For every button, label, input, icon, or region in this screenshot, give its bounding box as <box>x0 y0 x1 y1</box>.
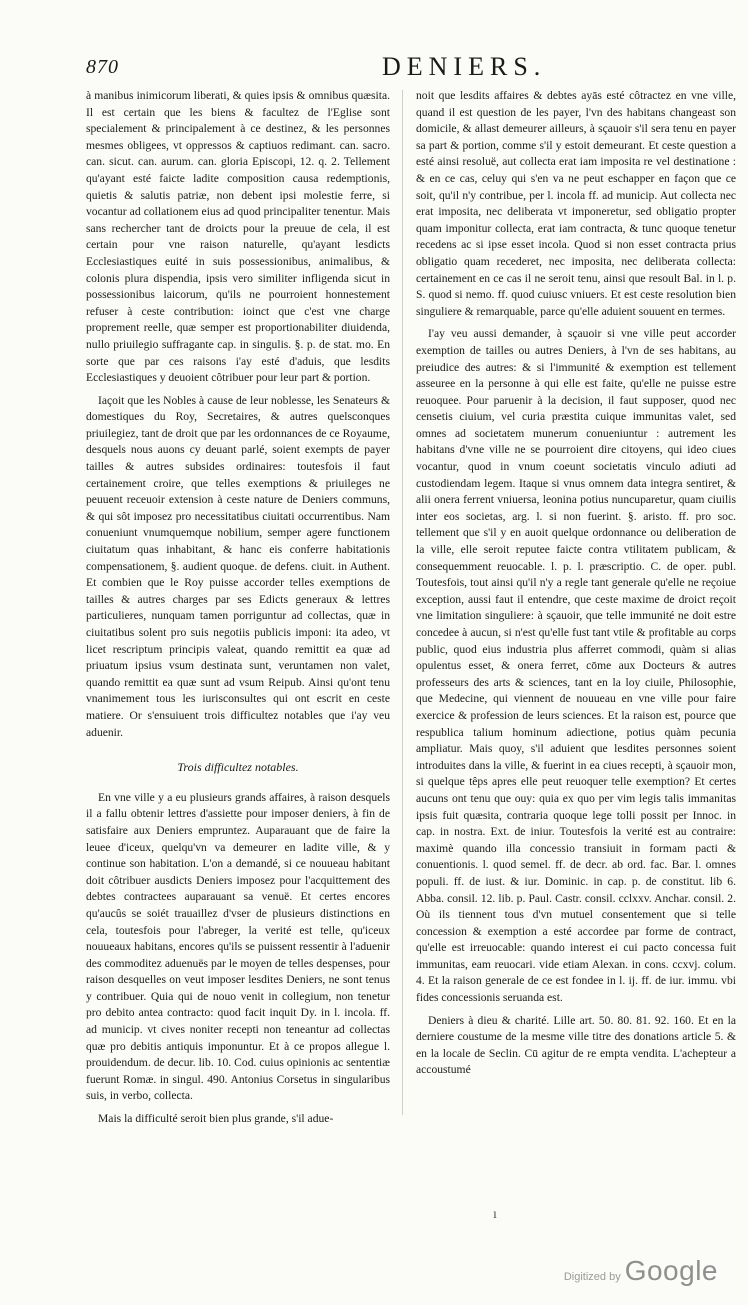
page-number: 870 <box>86 56 119 78</box>
google-logo: Google <box>624 1255 718 1286</box>
paragraph: Mais la difficulté seroit bien plus grande, s'il adue- <box>98 1112 334 1126</box>
paragraph: En vne ville y a eu plusieurs grands affaires, à raison desquels il a fallu obtenir lettres d'assiette pour imposer deniers, à fin de satisfaire aux Deniers empruntez. Auparauant que de faire la leuee d'iceux, quelqu'vn va demeurer en ladite ville, & y continue son habitation. L'on a demandé, si ce nouueau habitant doit côtribuer ausdicts Deniers imposez pour l'acquittement des debtes contractees auparauant sa venuë. Et certes encores qu'aucûs se soiét trauaillez d'vser de plusieurs distinctions en cela, toutesfois pour l'abreger, la verité est telle, qu'iceux nouueaux habitans, encores qu'ils se puissent ressentir à l'aduenir des commoditez aduenuës par le moyen de telles despenses, pour raison desquelles on veut imposer lesdites Deniers, ne sont tenus y contribuer. Quia qui de nouo venit in collegium, non tenetur pro debito antea contracto: quod facit inquit Dy. in l. incola. ff. ad municip. vt cives noniter recepti non teneantur ad collectas quæ pro debitis antiquis imponuntur. Et à ce propos allegue l. prouidendum. de decur. lib. 10. Cod. cuius opinionis ac sententiæ fuerunt Romæ. in singul. 490. Antonius Corsetus in singularibus suis, in verbo, collecta. <box>86 790 390 1103</box>
paragraph: I'ay veu aussi demander, à sçauoir si vne ville peut accorder exemption de tailles ou autres Deniers, à l'vn de ses habitans, au preiudice des autres: & si l'immunité & exemption est tellement asseuree en la personne à qui elle est faite, qu'elle ne puisse estre reuoquee. Pour paruenir à la decision, il faut supposer, quod nec censetis ciuium, vel curia præstita cuique immunitas valet, sed omnes ad societatem munerum conueniuntur : autrement les habitans d'vne ville ne se pourroient dire citoyens, qui ideo ciues vocantur, quod in vnum coeunt societatis vinculo adiuti ad custodiendam legem. Itaque si vnus omnem data integra sentiret, & alii onera ferrent vniuersa, leonina potius nuncuparetur, quam ciuilis inter eos societas, arg. l. si non fuerint. §. aristo. ff. pro soc. tellement que s'il y en auoit quelque ordonnance ou deliberation de la ville, elle seroit reputee faicte contra vtilitatem publicam, & consequemment reuocable. l. p. l. præscriptio. C. de oper. publ. Toutesfois, tout ainsi qu'il n'y a regle tant generale qu'elle ne reçoiue exception, aussi faut il entendre, que ceste maxime de droict reçoit vne limitation singuliere: à sçauoir, que telle immunité ne doit estre concedee à aucun, si n'est qu'elle fust tant vtile & profitable au corps public, quod eius industria plus afferret commodi, quàm si alias opulentus esset, & onera ferret, cōme aux Docteurs & autres professeurs des arts & sciences, tant en la loy ciuile, Philosophie, que Medecine, qui viennent de nouueau en vne ville pour faire exercice & profession de leurs sciences. Et la raison est, pource que respublica talium hominum adiectione, potius quàm pecunia ampliatur. Mais quoy, s'il aduient que lesdites personnes soient introduites dans la ville, & fuerint in ea ciues recepti, à sçauoir mon, si quelque têps apres elle peut reuoquer telle exemption? Et certes aucuns ont tenu que ouy: quia ex quo per vim legis talis immanitas ipsis fuit quæsita, contraria quoque lege tolli possit per Innoc. in cap. in nostra. Ext. de iniur. Toutesfois la verité est au contraire: maximè quando illa concessio transiuit in formam pacti & conuentionis. l. quod semel. ff. de decr. ab ord. fac. Bar. l. omnes populi. ff. de iust. & iur. Dominic. in cap. p. de constitut. lib 6. Abba. consil. 12. lib. p. Paul. Castr. consil. cclxxv. Anchar. consil. 2. Où ils tiennent tous d'vn mutuel consentement que si telle concession & exemption a esté accordee par forme de contract, qu'elle est irreuocable: quando interest ei cui pacto concessa fuit immunitas, eam reuocari. vide etiam Alexan. in cons. ccxvj. colum. 4. Et la raison generale de ce est fondee in l. ij. ff. de iur. immu. vbi fides concessionis seruanda est. <box>416 327 736 1005</box>
page-header <box>86 52 734 86</box>
section-title: Trois difficultez notables. <box>177 760 299 775</box>
paragraph: Iaçoit que les Nobles à cause de leur noblesse, les Senateurs & domestiques du Roy, Secretaires, & autres quelsconques priuilegiez, tant de droit que par les ordonnances de ce Royaume, desquels nous auons cy deuant parlé, soient exempts de payer tailles & autres subsides ordinaires: toutesfois il faut certainement croire, que telles exemptions & priuileges ne peuuent receuoir extension à ceste nature de Deniers communs, & qui sôt imposez pro necessitatibus ciuitati occurrentibus. Nam conueniunt vnumquemque nobilium, semper agere functionem ciuitatum quas inhabitant, & hanc eis conferre habitationis compensationem, §. audient quoque. de defens. ciuit. in Authent. Et combien que le Roy puisse accorder telles exemptions de tailles & autres charges par ses Edicts generaux & lettres particulieres, nunquam tamen porriguntur ad collectas, quæ in ciuitatibus solent pro suis negotiis publicis imponi: ita adeo, vt licet rescriptum principis valeat, quando remittit ea quæ ad priuatum ipsius vsum destinata sunt, veruntamen non valet, quando remittit ea quæ sunt ad vsum Reipub. Ainsi qu'ont tenu vnanimement tous les iurisconsultes qui ont escrit en ceste matiere. Or s'ensuiuent trois difficultez notables que i'ay veu aduenir. <box>86 393 390 739</box>
right-column <box>416 88 736 1085</box>
running-head: DENIERS. <box>382 52 547 81</box>
paragraph: à manibus inimicorum liberati, & quies ipsis & omnibus quæsita. Il est certain que les biens & facultez de l'Eglise sont specialement & principalement à ce destinez, & les personnes mesmes obligees, vt oppressos & captiuos redimant. can. sacro. can. sicut. can. aurum. can. gloria Episcopi, 12. q. 2. Tellement qu'ayant esté faicte ladite composition causa redemptionis, quietis & salutis patriæ, non debent ipsi molestie ferre, si vocantur ad collationem eius ad quod principaliter tenentur. Mais sans rechercher tant de droicts pour la preuue de cela, il est certain pour vne raison naturelle, qu'ayant lesdicts Ecclesiastiques euité in suis possessionibus, animalibus, & colonis plura dispendia, ipsis vero similiter infligenda sicut in possessionibus laicorum, qu'ils ne pourroient honnestement refuser à ceste contribution: ioinct que c'est vne charge proprement reelle, quæ semper est proportionabiliter diuidenda, nullo priuilegio suffragante cap. in singulis. §. p. de stat. mo. En sorte que par ces raisons i'ay esté d'aduis, que lesdits Ecclesiastiques y deuoient côtribuer pour leur part & portion. <box>86 89 390 385</box>
digitized-by-watermark <box>564 1255 718 1287</box>
digitized-by-label: Digitized by <box>563 1271 621 1283</box>
left-column <box>86 88 390 1134</box>
stray-mark: ı <box>493 1207 497 1222</box>
paragraph: noit que lesdits affaires & debtes ayās esté côtractez en vne ville, quand il est question de les payer, l'vn des habitans changeast son domicile, & allast demeurer ailleurs, à sçauoir s'il sera tenu en payer sa part & portion, comme s'il y estoit demeurant. Et ceste question a esté ainsi resoluë, aut collecta erat iam imposita re vel destinatione : & en ce cas, celuy qui s'en va ne peut eschapper en façon que ce soit, qu'il n'y contribue, per l. incola ff. ad municip. Aut collecta nec erat imposita, nec deliberata vt imponeretur, sed obligatio propter quam imponitur collecta, erat iam contracta, & tunc quoque tenetur recedens ac si ipse esset incola. Quod si non esset contracta prius obligatio quam recederet, nec imposita, nec deliberata collecta: certainement en ce cas il ne seroit tenu, ainsi que resoult Bal. in l. p. S. quod si nemo. ff. quod cuiusc vniuers. Et est ceste resolution bien singuliere & remarquable, parce qu'elle aduient souuent en termes. <box>416 89 736 318</box>
column-divider <box>402 90 403 1115</box>
paragraph: Deniers à dieu & charité. Lille art. 50. 80. 81. 92. 160. Et en la derniere coustume de la mesme ville titre des donations article 5. & en la locale de Seclin. Cū agitur de re empta vendita. L'achepteur a accoustumé <box>416 1013 736 1077</box>
